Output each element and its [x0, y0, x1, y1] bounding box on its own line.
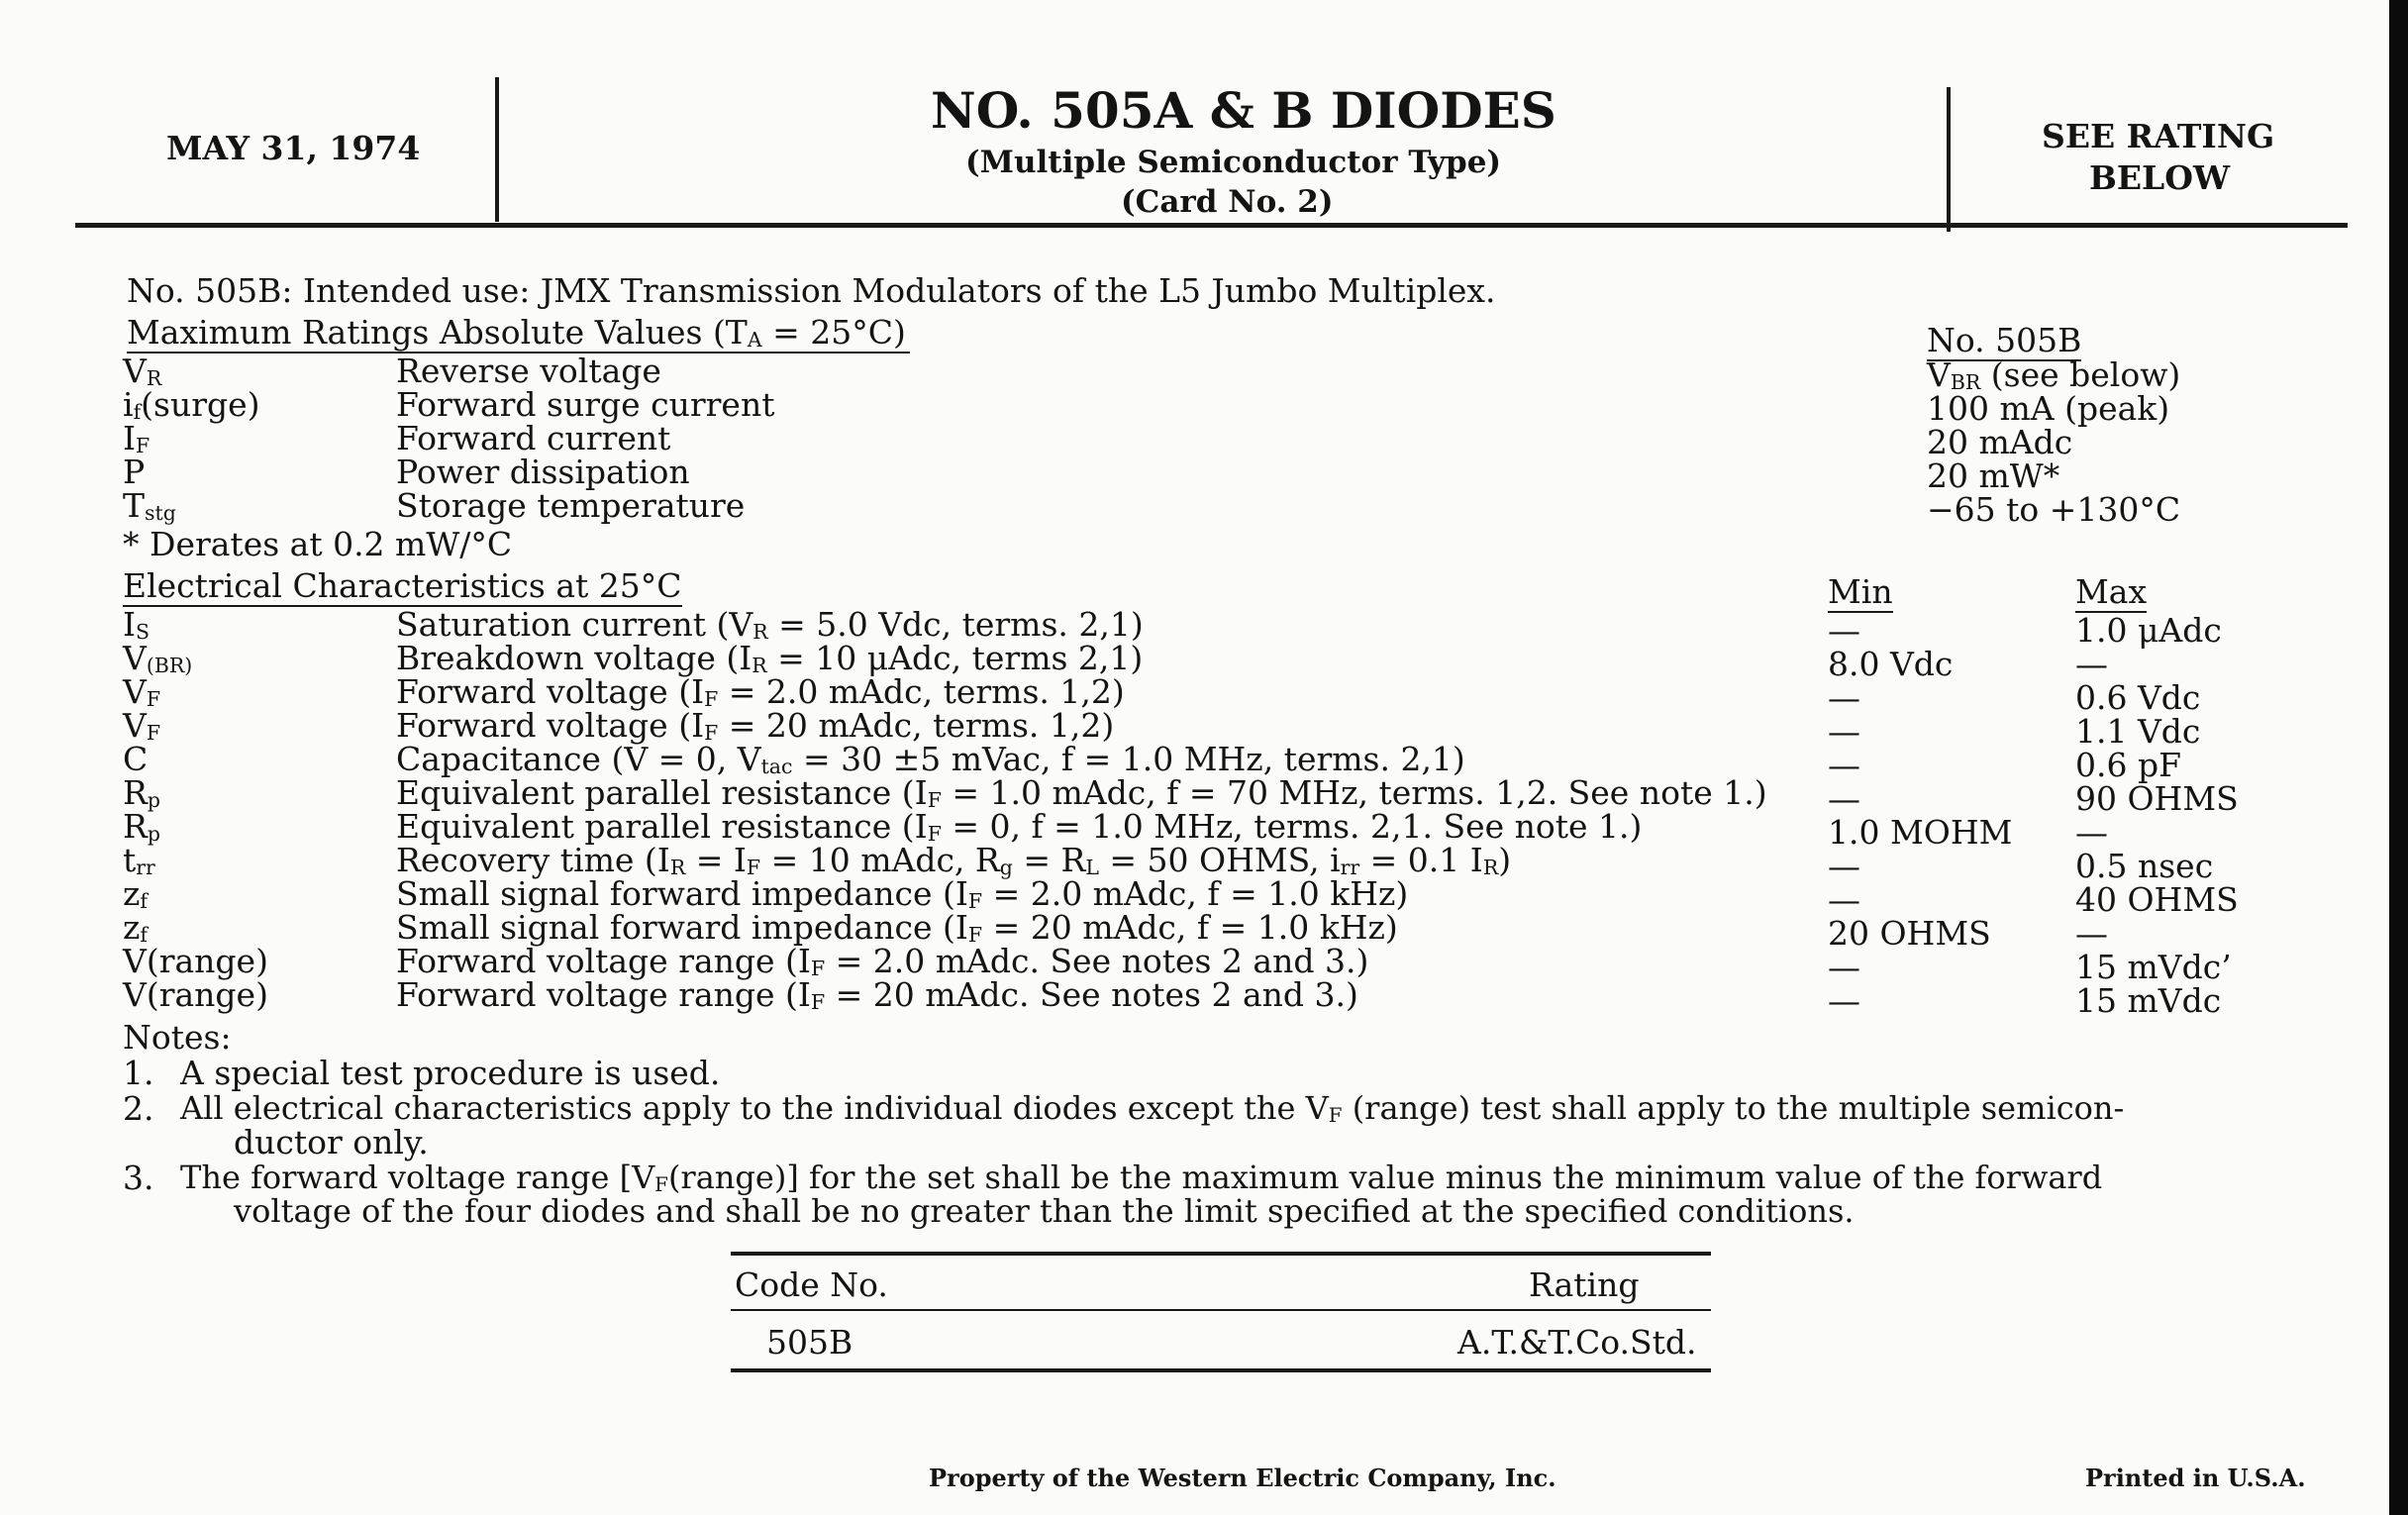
desc-impedance-2: Small signal forward impedance (IF = 20 mAdc, f = 1.0 kHz) — [396, 908, 1398, 948]
symbol-p: P — [123, 453, 146, 491]
header-divider-right — [1947, 87, 1951, 232]
value-surge-current: 100 mA (peak) — [1927, 389, 2170, 428]
desc-impedance-1: Small signal forward impedance (IF = 2.0 mAdc, f = 1.0 kHz) — [396, 874, 1409, 914]
symbol-vbr: V(BR) — [123, 639, 193, 678]
rating-note-line1: SEE RATING — [2042, 117, 2275, 155]
value-storage-temp: −65 to +130°C — [1927, 490, 2181, 529]
electrical-symbols — [123, 605, 268, 1014]
max-value: 1.1 Vdc — [2075, 712, 2201, 751]
symbol-vrange-1: V(range) — [123, 942, 268, 980]
symbol-if-surge: if(surge) — [123, 385, 260, 425]
max-value: 15 mVdc — [2075, 981, 2222, 1020]
max-value: — — [2075, 645, 2108, 683]
max-ratings-descriptions — [396, 354, 774, 523]
symbol-is: IS — [123, 605, 150, 645]
max-ratings-column-heading: No. 505B — [1927, 321, 2082, 359]
min-column-heading: Min — [1828, 572, 1893, 611]
code-table-bottom-rule — [731, 1368, 1711, 1372]
rating-column-heading: Rating — [1529, 1265, 1640, 1304]
max-value: 0.5 nsec — [2075, 847, 2214, 885]
note-1: A special test procedure is used. — [180, 1054, 721, 1092]
symbol-rp-2: Rp — [123, 807, 160, 847]
symbol-vr: VR — [123, 352, 162, 391]
code-number: 505B — [766, 1323, 853, 1362]
code-table-header-rule — [731, 1309, 1711, 1311]
symbol-zf-1: zf — [123, 874, 148, 914]
desc-voltage-range-2: Forward voltage range (IF = 20 mAdc. See notes 2 and 3.) — [396, 975, 1358, 1015]
rating-note-line2: BELOW — [2089, 158, 2231, 197]
note-2-number: 2. — [123, 1089, 154, 1128]
min-value: — — [1828, 611, 1860, 650]
desc-breakdown-voltage: Breakdown voltage (IR = 10 μAdc, terms 2,1) — [396, 639, 1144, 678]
symbol-vrange-2: V(range) — [123, 975, 268, 1014]
card-number: (Card No. 2) — [1121, 184, 1334, 220]
desc-reverse-voltage: Reverse voltage — [396, 352, 661, 390]
desc-recovery-time: Recovery time (IR = IF = 10 mAdc, Rg = RL = 50 OHMS, irr = 0.1 IR) — [396, 841, 1512, 880]
note-1-number: 1. — [123, 1054, 154, 1092]
desc-parallel-resistance-1: Equivalent parallel resistance (IF = 1.0 mAdc, f = 70 MHz, terms. 1,2. See note 1.) — [396, 773, 1767, 813]
note-2: All electrical characteristics apply to the individual diodes except the VF (range) test shall apply to the multiple semicon- — [180, 1089, 2125, 1127]
electrical-max-values — [2075, 611, 2239, 1020]
header-divider-left — [495, 77, 499, 222]
card-date: MAY 31, 1974 — [166, 129, 421, 167]
property-notice: Property of the Western Electric Company, Inc. — [929, 1464, 1556, 1492]
desc-power-dissipation: Power dissipation — [396, 453, 690, 491]
desc-voltage-range-1: Forward voltage range (IF = 2.0 mAdc. See notes 2 and 3.) — [396, 942, 1369, 981]
min-value: — — [1828, 880, 1860, 919]
max-value: 0.6 pF — [2075, 746, 2181, 784]
electrical-heading: Electrical Characteristics at 25°C — [123, 566, 682, 605]
desc-forward-voltage-1: Forward voltage (IF = 2.0 mAdc, terms. 1,2) — [396, 672, 1125, 712]
electrical-min-values — [1828, 611, 2013, 1020]
scan-edge — [2389, 0, 2408, 1515]
min-value: — — [1828, 712, 1860, 751]
symbol-vf-2: VF — [123, 706, 161, 746]
code-rating: A.T.&T.Co.Std. — [1457, 1323, 1697, 1362]
symbol-tstg: Tstg — [123, 486, 176, 526]
desc-forward-surge-current: Forward surge current — [396, 385, 775, 424]
max-value: 90 OHMS — [2075, 779, 2239, 818]
value-forward-current: 20 mAdc — [1927, 423, 2073, 461]
max-value: — — [2075, 813, 2108, 852]
header-rule — [75, 223, 2348, 228]
note-3: The forward voltage range [VF(range)] for the set shall be the maximum value minus the minimum value of the forward — [180, 1159, 2103, 1196]
desc-capacitance: Capacitance (V = 0, Vtac = 30 ±5 mVac, f = 1.0 MHz, terms. 2,1) — [396, 740, 1465, 779]
card-title: NO. 505A & B DIODES — [931, 81, 1556, 140]
notes-heading: Notes: — [123, 1018, 232, 1057]
printed-notice: Printed in U.S.A. — [2085, 1464, 2306, 1492]
desc-saturation-current: Saturation current (VR = 5.0 Vdc, terms. 2,1) — [396, 605, 1144, 645]
note-2-continued: ductor only. — [234, 1123, 429, 1162]
symbol-c: C — [123, 740, 149, 778]
max-column-heading: Max — [2075, 572, 2148, 611]
desc-forward-voltage-2: Forward voltage (IF = 20 mAdc, terms. 1,2) — [396, 706, 1115, 746]
desc-parallel-resistance-2: Equivalent parallel resistance (IF = 0, f = 1.0 MHz, terms. 2,1. See note 1.) — [396, 807, 1643, 847]
intended-use: No. 505B: Intended use: JMX Transmission Modulators of the L5 Jumbo Multiplex. — [127, 271, 1496, 310]
max-ratings-values — [1927, 355, 2181, 529]
desc-storage-temperature: Storage temperature — [396, 486, 746, 525]
symbol-trr: trr — [123, 841, 155, 880]
value-power: 20 mW* — [1927, 456, 2060, 495]
symbol-vf-1: VF — [123, 672, 161, 712]
min-value: 8.0 Vdc — [1828, 645, 1954, 683]
code-column-heading: Code No. — [735, 1265, 888, 1304]
derating-footnote: * Derates at 0.2 mW/°C — [123, 525, 513, 563]
value-reverse-voltage: VBR (see below) — [1927, 355, 2181, 395]
max-value: — — [2075, 914, 2108, 953]
min-value: — — [1828, 779, 1860, 818]
code-table-top-rule — [731, 1252, 1711, 1256]
note-3-continued: voltage of the four diodes and shall be no greater than the limit specified at the specified conditions. — [234, 1192, 1855, 1230]
min-value: — — [1828, 847, 1860, 885]
max-value: 0.6 Vdc — [2075, 678, 2201, 717]
max-ratings-heading: Maximum Ratings Absolute Values (TA = 25°C) — [127, 313, 910, 354]
min-value: 1.0 MOHM — [1828, 813, 2013, 852]
min-value: — — [1828, 678, 1860, 717]
symbol-rp-1: Rp — [123, 773, 160, 813]
max-value: 1.0 μAdc — [2075, 611, 2222, 650]
desc-forward-current: Forward current — [396, 419, 671, 457]
electrical-descriptions — [396, 605, 1767, 1015]
min-value: — — [1828, 948, 1860, 986]
card-subtitle: (Multiple Semiconductor Type) — [965, 145, 1502, 180]
max-ratings-symbols — [123, 352, 260, 526]
note-3-number: 3. — [123, 1159, 154, 1197]
max-value: 15 mVdc’ — [2075, 948, 2232, 986]
symbol-if: IF — [123, 419, 150, 458]
min-value: — — [1828, 746, 1860, 784]
min-value: — — [1828, 981, 1860, 1020]
max-value: 40 OHMS — [2075, 880, 2239, 919]
symbol-zf-2: zf — [123, 908, 148, 948]
min-value: 20 OHMS — [1828, 914, 1991, 953]
